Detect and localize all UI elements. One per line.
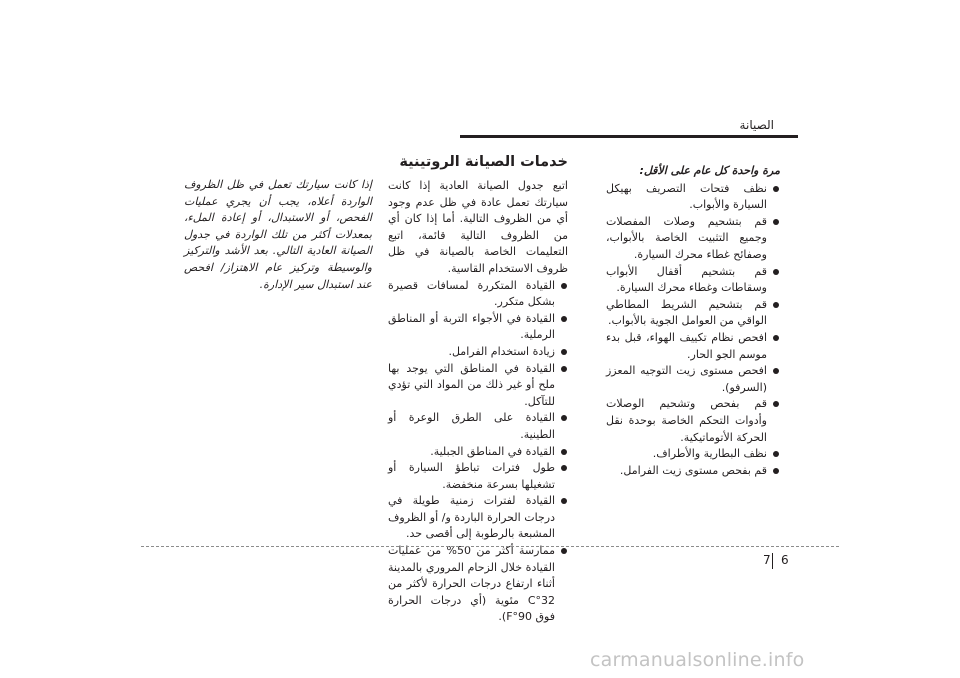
list-item: قم بتشحيم أقفال الأبواب وسقاطات وغطاء محرك السيارة. bbox=[606, 264, 780, 297]
list-item: قم بفحص مستوى زيت الفرامل. bbox=[606, 463, 780, 480]
annual-checklist bbox=[606, 181, 780, 480]
footer-rule bbox=[141, 546, 839, 547]
list-item: افحص مستوى زيت التوجيه المعزز (السرفو). bbox=[606, 363, 780, 396]
page-number-divider bbox=[772, 553, 773, 569]
list-item: القيادة على الطرق الوعرة أو الطينية. bbox=[388, 410, 568, 443]
header-rule bbox=[460, 135, 798, 138]
page-number-left: 7 bbox=[763, 553, 771, 567]
watermark: carmanualsonline.info bbox=[590, 649, 805, 671]
annual-subheading: مرة واحدة كل عام على الأقل: bbox=[639, 164, 780, 177]
list-item: القيادة في المناطق الجبلية. bbox=[388, 444, 568, 461]
list-item: القيادة في المناطق التي يوجد بها ملح أو غير ذلك من المواد التي تؤدي للتآكل. bbox=[388, 361, 568, 411]
list-item: قم بتشحيم وصلات المفصلات وجميع التثبيت الخاصة بالأبواب، وصفائح غطاء محرك السيارة. bbox=[606, 214, 780, 264]
list-item: ممارسة أكثر من 50% من عمليات القيادة خلال الزحام المروري بالمدينة أثناء ارتفاع درجات الحرارة لأكثر من 32°C مئوية (أي درجات الحرارة فوق 90°F). bbox=[388, 543, 568, 626]
list-item: زيادة استخدام الفرامل. bbox=[388, 344, 568, 361]
right-column bbox=[606, 163, 780, 479]
severe-note-paragraph: إذا كانت سيارتك تعمل في ظل الظروف الواردة أعلاه، يجب أن يجري عمليات الفحص، أو الاستبدال، أو إعادة الملء، بمعدلات أكثر من تلك الواردة في جدول الصيانة العادية التالي. بعد الأشد والتركيز والوسيطة وتركيز عام الاهتزاز/ افحص عند استبدال سير الإدارة. bbox=[184, 178, 372, 291]
page-title: خدمات الصيانة الروتينية bbox=[399, 154, 568, 170]
list-item: القيادة المتكررة لمسافات قصيرة بشكل متكرر. bbox=[388, 278, 568, 311]
list-item: قم بتشحيم الشريط المطاطي الواقي من العوامل الجوية بالأبواب. bbox=[606, 297, 780, 330]
section-label: الصيانة bbox=[739, 118, 774, 132]
intro-paragraph: اتبع جدول الصيانة العادية إذا كانت سيارتك تعمل عادة في ظل عدم وجود أي من الظروف التالية. أما إذا كان أي من الظروف التالية قائمة، اتبع التعليمات الخاصة بالصيانة في ظل ظروف الاستخدام القاسية. bbox=[388, 179, 568, 275]
list-item: طول فترات تباطؤ السيارة أو تشغيلها بسرعة منخفضة. bbox=[388, 460, 568, 493]
left-column bbox=[184, 177, 372, 293]
list-item: القيادة لفترات زمنية طويلة في درجات الحرارة الباردة و/ أو الظروف المشبعة بالرطوبة إلى أقصى حد. bbox=[388, 493, 568, 543]
list-item: افحص نظام تكييف الهواء، قبل بدء موسم الجو الحار. bbox=[606, 330, 780, 363]
middle-column bbox=[388, 152, 568, 626]
list-item: نظف البطارية والأطراف. bbox=[606, 446, 780, 463]
list-item: قم بفحص وتشحيم الوصلات وأدوات التحكم الخاصة بوحدة نقل الحركة الأتوماتيكية. bbox=[606, 396, 780, 446]
severe-conditions-list bbox=[388, 278, 568, 626]
list-item: القيادة في الأجواء التربة أو المناطق الرملية. bbox=[388, 311, 568, 344]
list-item: نظف فتحات التصريف بهيكل السيارة والأبواب. bbox=[606, 181, 780, 214]
page-number-right: 6 bbox=[781, 553, 789, 567]
